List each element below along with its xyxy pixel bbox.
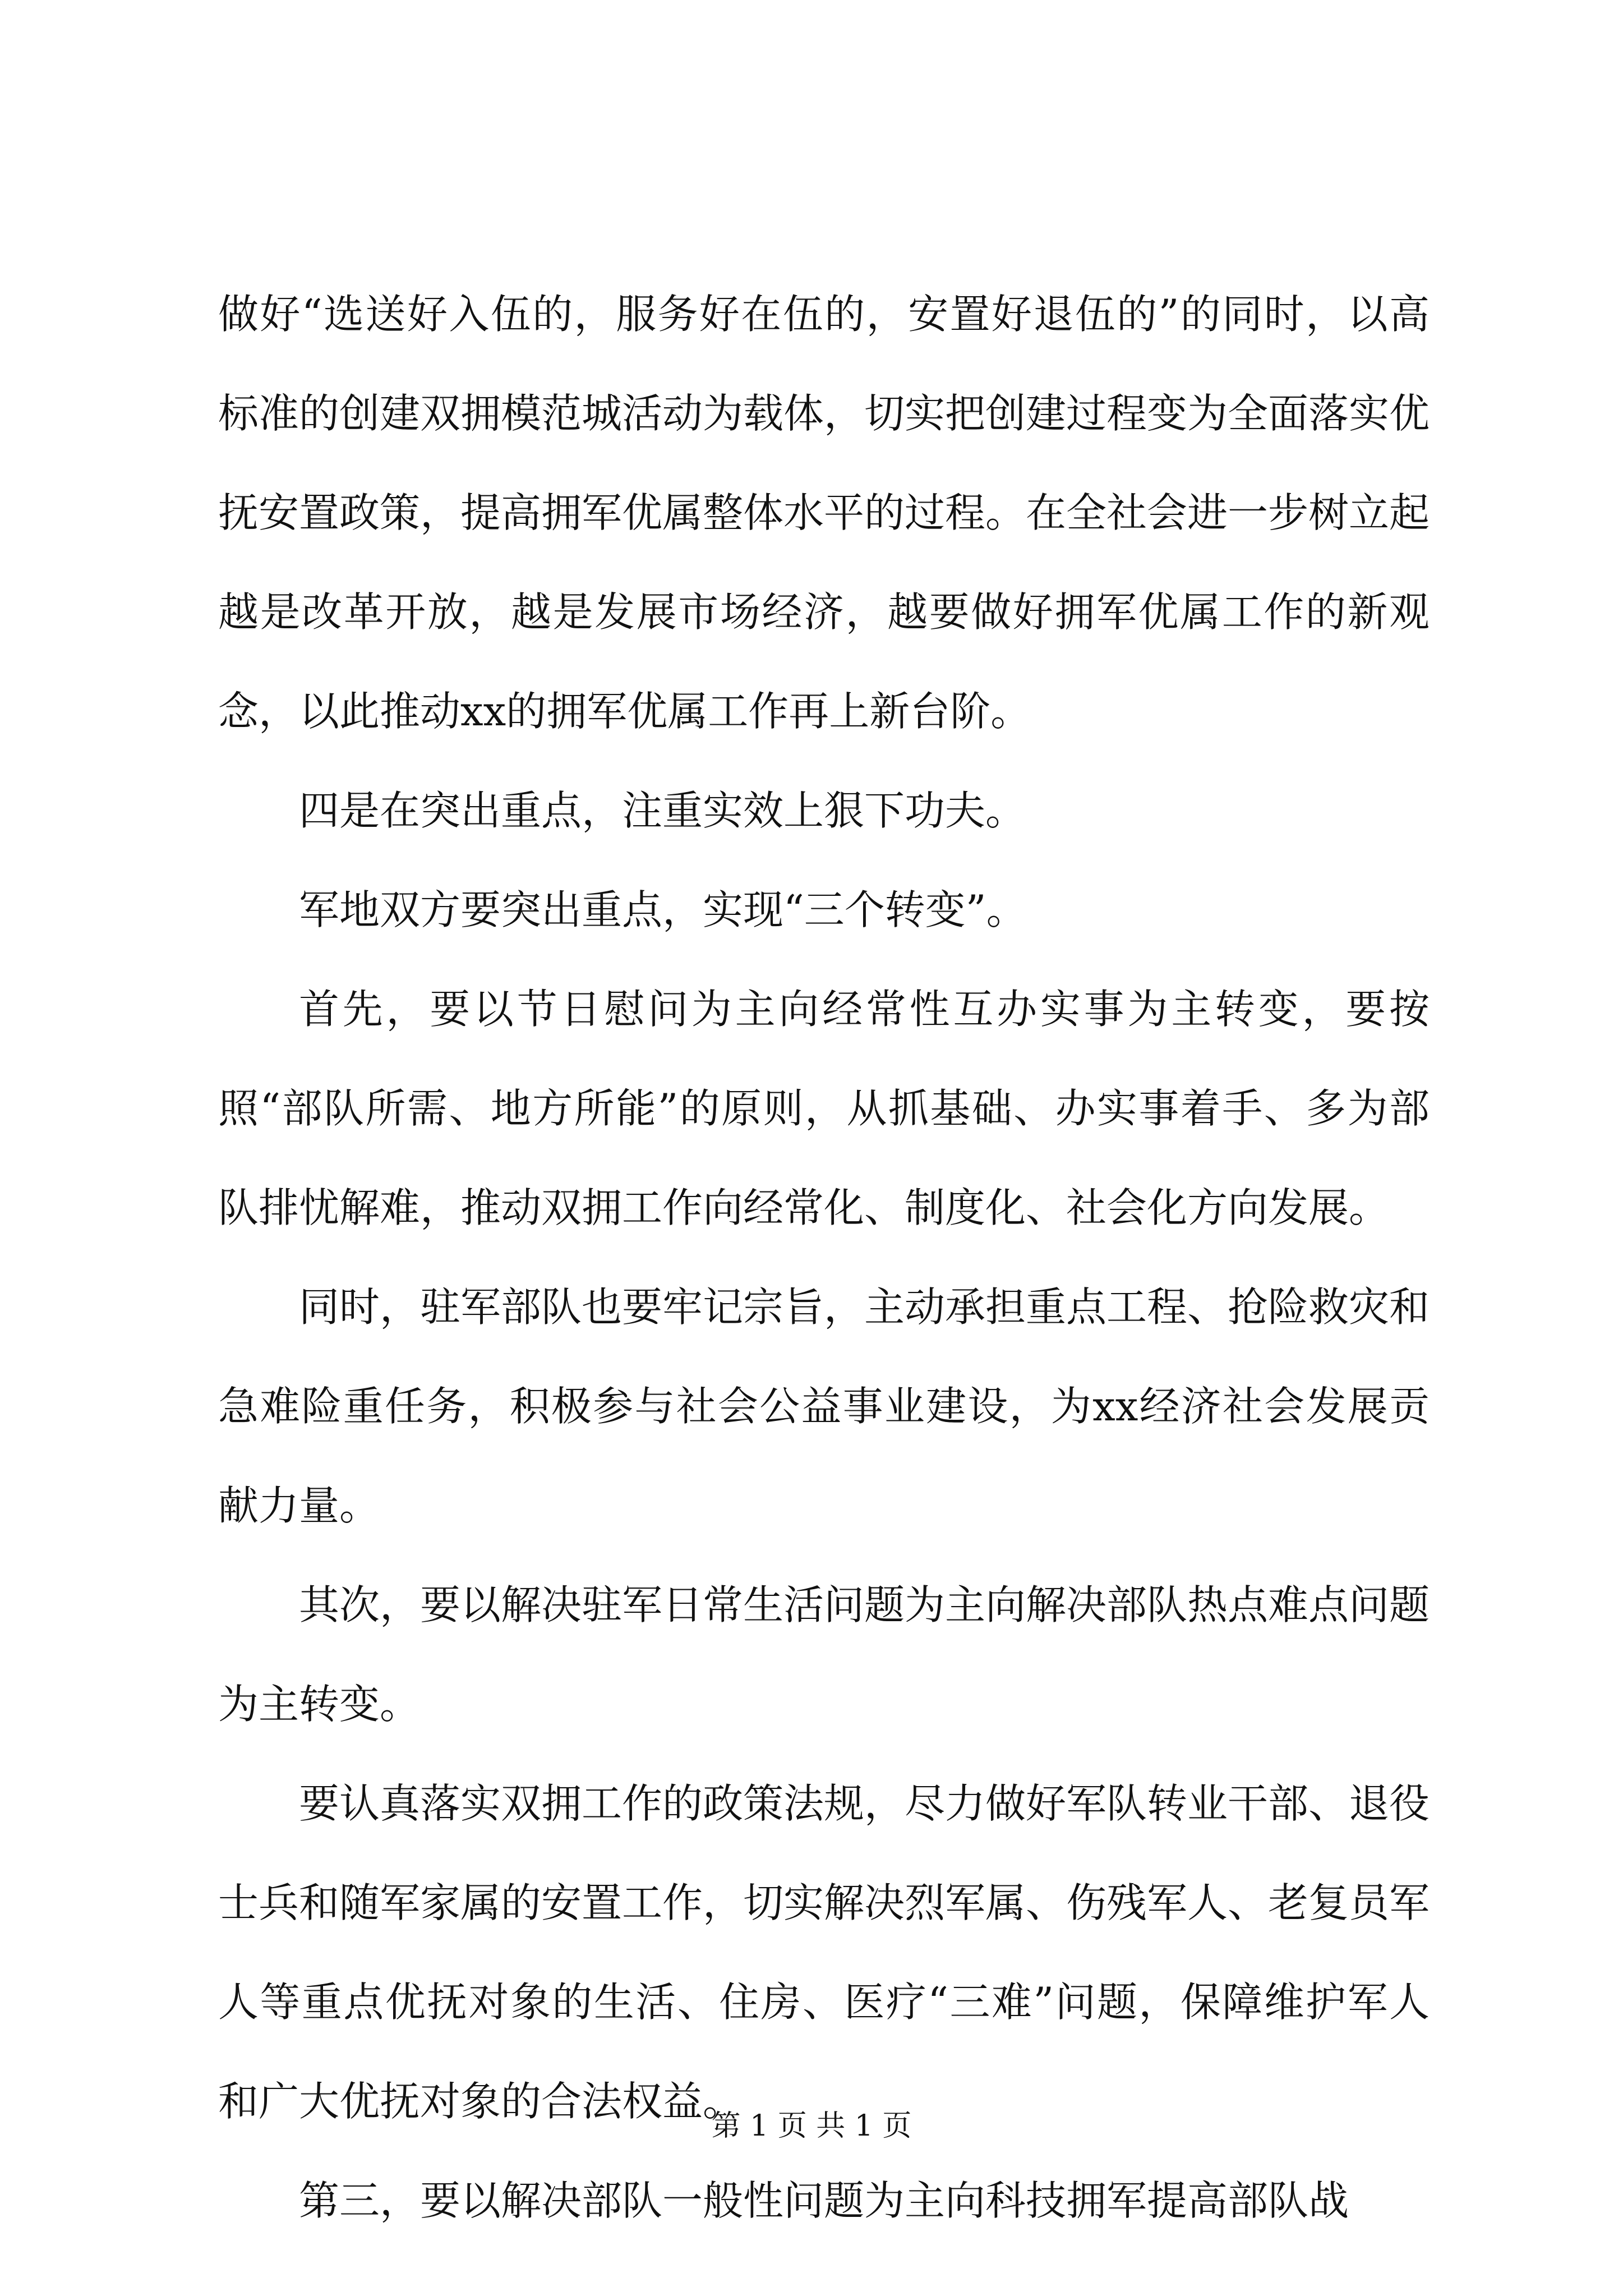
paragraph-third: 第三，要以解决部队一般性问题为主向科技拥军提高部队战	[299, 2177, 1349, 2224]
paragraph-policy: 要认真落实双拥工作的政策法规，尽力做好军队转业干部、退役士兵和随军家属的安置工作，切实解决烈军属、伤残军人、老复员军人等重点优抚对象的生活、住房、医疗“三难”问题，保障维护军人和广大优抚对象的合法权益。	[218, 1780, 1430, 2125]
paragraph-three-changes: 军地双方要突出重点，实现“三个转变”。	[299, 886, 1027, 933]
paragraph-continued: 做好“选送好入伍的，服务好在伍的，安置好退伍的”的同时，以高标准的创建双拥模范城活动为载体，切实把创建过程变为全面落实优抚安置政策，提高拥军优属整体水平的过程。在全社会进一步树立起越是改革开放，越是发展市场经济，越要做好拥军优属工作的新观念，以此推动xx的拥军优属工作再上新台阶。	[218, 291, 1430, 735]
document-body	[218, 265, 1430, 2251]
page-footer: 第 1 页 共 1 页	[711, 2109, 912, 2143]
paragraph-second: 其次，要以解决驻军日常生活问题为主向解决部队热点难点问题为主转变。	[218, 1581, 1430, 1728]
paragraph-first: 首先，要以节日慰问为主向经常性互办实事为主转变，要按照“部队所需、地方所能”的原则，从抓基础、办实事着手、多为部队排忧解难，推动双拥工作向经常化、制度化、社会化方向发展。	[218, 986, 1430, 1231]
paragraph-meanwhile: 同时，驻军部队也要牢记宗旨，主动承担重点工程、抢险救灾和急难险重任务，积极参与社会公益事业建设，为xx经济社会发展贡献力量。	[218, 1283, 1430, 1529]
paragraph-heading-four: 四是在突出重点，注重实效上狠下功夫。	[299, 787, 1026, 834]
